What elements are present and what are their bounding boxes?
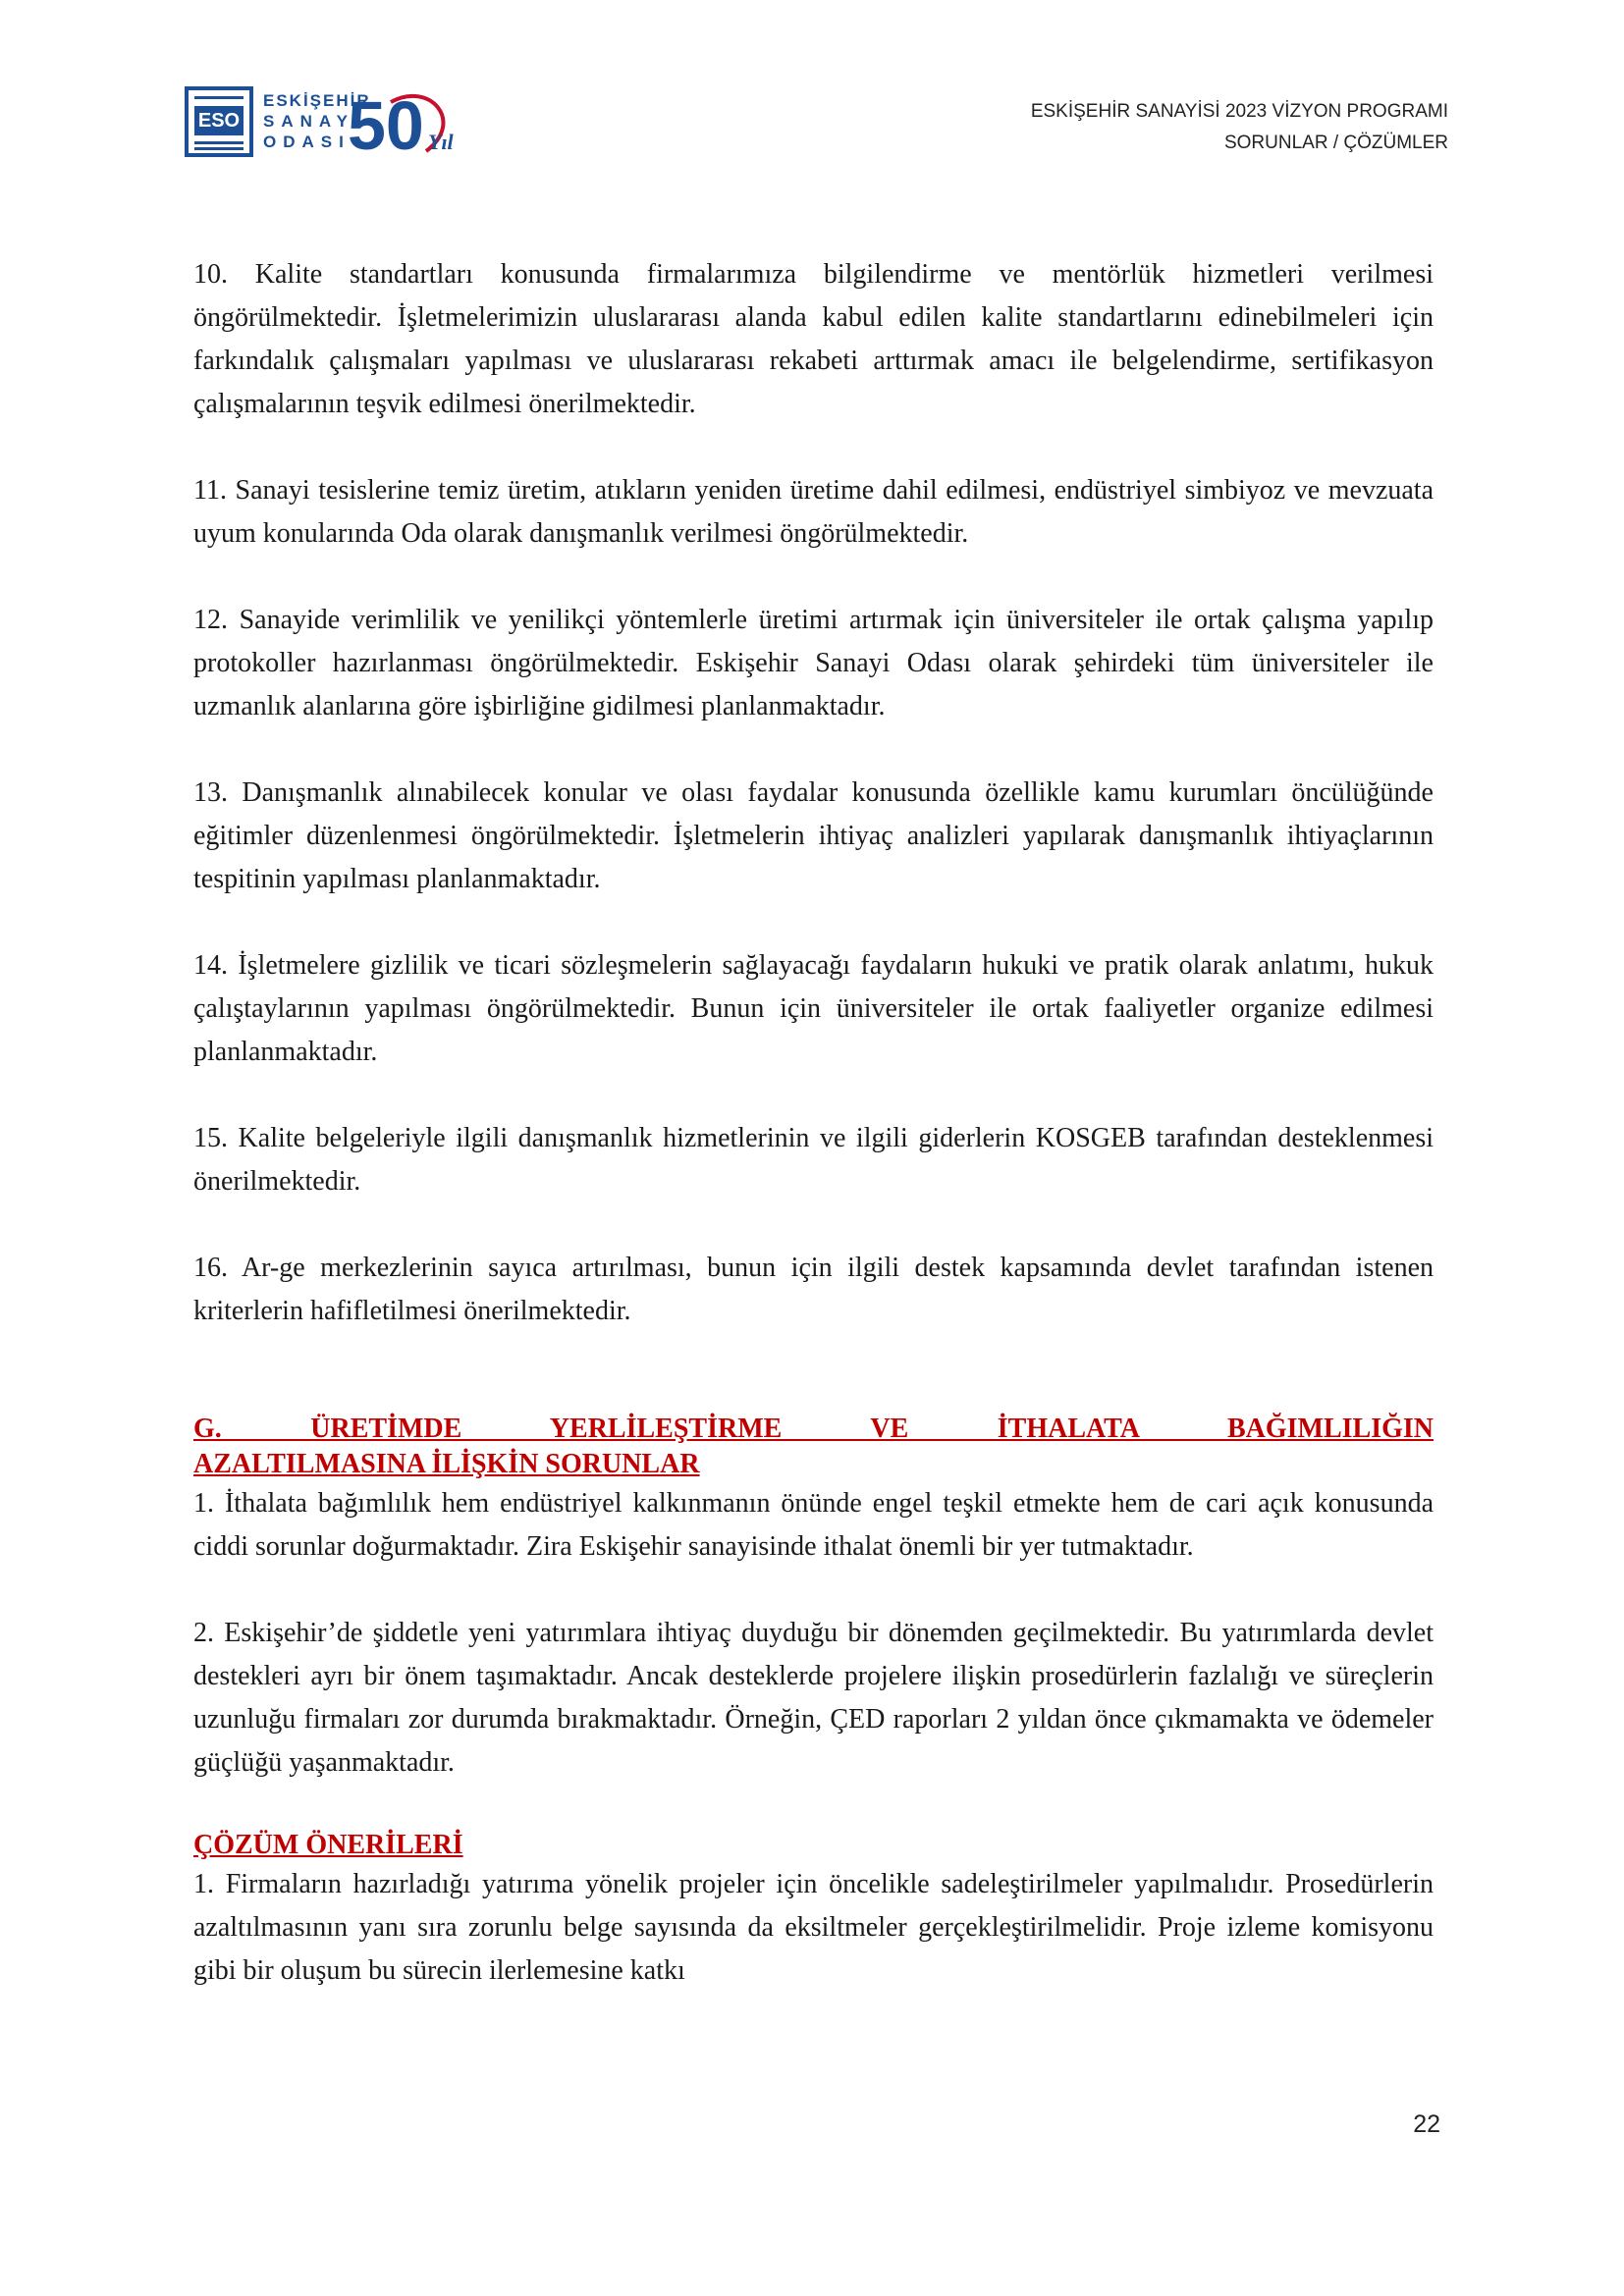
solutions-paragraph-1: 1. Firmaların hazırladığı yatırıma yönelik projeler için öncelikle sadeleştirilmeler yapılmalıdır. Prosedürlerin azaltılmasının yanı sıra zorunlu belge sayısında da eksiltmeler gerçekleştirilmelidir. Proje izleme komisyonu gibi bir oluşum bu sürecin ilerlemesine katkı bbox=[193, 1869, 1434, 1986]
paragraph-11: 11. Sanayi tesislerine temiz üretim, atıkların yeniden üretime dahil edilmesi, endüstriyel simbiyoz ve mevzuata uyum konularında Oda olarak danışmanlık verilmesi öngörülmektedir. bbox=[193, 475, 1434, 549]
paragraph-16: 16. Ar-ge merkezlerinin sayıca artırılması, bunun için ilgili destek kapsamında devlet tarafından istenen kriterlerin hafifletilmesi önerilmektedir. bbox=[193, 1253, 1434, 1326]
page-body bbox=[193, 253, 1434, 1993]
header-title: ESKİŞEHİR SANAYİSİ 2023 VİZYON PROGRAMI bbox=[1030, 101, 1448, 122]
section-g-paragraph-1: 1. İthalata bağımlılık hem endüstriyel kalkınmanın önünde engel teşkil etmekte hem de cari açık konusunda ciddi sorunlar doğurmaktadır. Zira Eskişehir sanayisinde ithalat önemli bir yer tutmaktadır. bbox=[193, 1488, 1434, 1562]
paragraph-10: 10. Kalite standartları konusunda firmalarımıza bilgilendirme ve mentörlük hizmetleri verilmesi öngörülmektedir. İşletmelerimizin uluslararası alanda kabul edilen kalite standartlarını edinebilmeleri için farkındalık çalışmaları yapılması ve uluslararası rekabeti arttırmak amacı ile belgelendirme, sertifikasyon çalışmalarının teşvik edilmesi önerilmektedir. bbox=[193, 259, 1434, 419]
logo-line-2: SANAYİ bbox=[263, 112, 366, 131]
solutions-heading: ÇÖZÜM ÖNERİLERİ bbox=[193, 1830, 463, 1860]
eso-logo-text: ESO bbox=[194, 106, 244, 135]
section-g-paragraph-2: 2. Eskişehir’de şiddetle yeni yatırımlara ihtiyaç duyduğu bir dönemden geçilmektedir. Bu yatırımlarda devlet destekleri ayrı bir önem taşımaktadır. Ancak desteklerde projelere ilişkin prosedürlerin fazlalığı ve süreçlerin uzunluğu firmaları zor durumda bırakmaktadır. Örneğin, ÇED raporları 2 yıldan önce çıkmamakta ve ödemeler güçlüğü yaşanmaktadır. bbox=[193, 1618, 1434, 1778]
section-g-heading-line-1: G. ÜRETİMDE YERLİLEŞTİRME VE İTHALATA BAĞIMLILIĞIN bbox=[193, 1414, 1434, 1444]
fifty-number: 50 bbox=[348, 87, 424, 164]
section-g-heading-line-2: AZALTILMASINA İLİŞKİN SORUNLAR bbox=[193, 1449, 700, 1479]
eso-logo-box bbox=[185, 86, 253, 157]
eso-logo bbox=[185, 82, 469, 167]
yil-text: Yıl bbox=[428, 130, 454, 154]
paragraph-14: 14. İşletmelere gizlilik ve ticari sözleşmelerin sağlayacağı faydaların hukuki ve pratik olarak anlatımı, hukuk çalıştaylarının yapılması öngörülmektedir. Bunun için üniversiteler ile ortak faaliyetler organize edilmesi planlanmaktadır. bbox=[193, 950, 1434, 1067]
page-number: 22 bbox=[1413, 2110, 1440, 2138]
logo-line-1: ESKİŞEHİR bbox=[263, 91, 371, 110]
fifty-year-logo bbox=[340, 82, 469, 167]
header-subtitle: SORUNLAR / ÇÖZÜMLER bbox=[1223, 133, 1448, 153]
paragraph-13: 13. Danışmanlık alınabilecek konular ve olası faydalar konusunda özellikle kamu kurumları öncülüğünde eğitimler düzenlenmesi öngörülmektedir. İşletmelerin ihtiyaç analizleri yapılarak danışmanlık ihtiyaçlarının tespitinin yapılması planlanmaktadır. bbox=[193, 777, 1434, 894]
page-header bbox=[0, 0, 1624, 196]
paragraph-12: 12. Sanayide verimlilik ve yenilikçi yöntemlerle üretimi artırmak için üniversiteler ile ortak çalışma yapılıp protokoller hazırlanması öngörülmektedir. Eskişehir Sanayi Odası olarak şehirdeki tüm üniversiteler ile uzmanlık alanlarına göre işbirliğine gidilmesi planlanmaktadır. bbox=[193, 605, 1434, 721]
logo-line-3: ODASI bbox=[263, 133, 351, 151]
header-titles bbox=[1031, 96, 1448, 159]
paragraph-15: 15. Kalite belgeleriyle ilgili danışmanlık hizmetlerinin ve ilgili giderlerin KOSGEB tarafından desteklenmesi önerilmektedir. bbox=[193, 1123, 1434, 1197]
